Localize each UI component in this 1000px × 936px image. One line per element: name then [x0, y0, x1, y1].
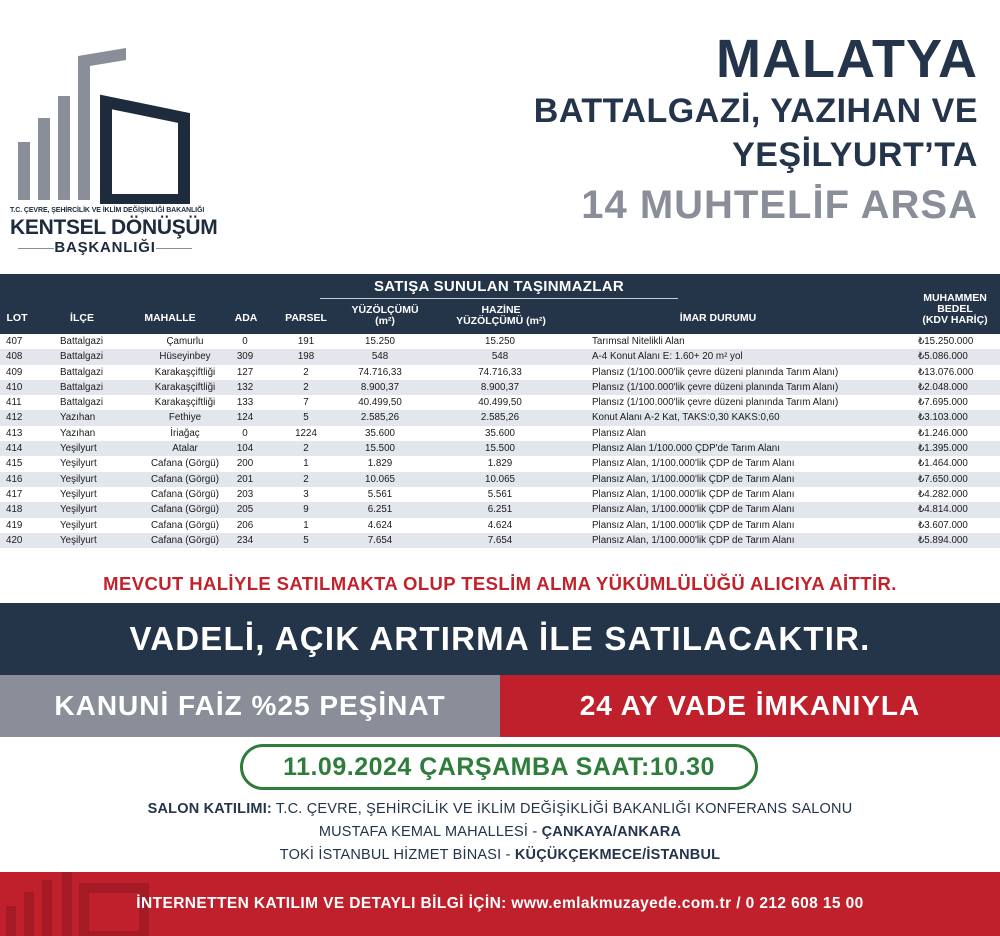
cell-yuzolcumu: 10.065: [365, 473, 395, 485]
city-title: MALATYA: [716, 29, 978, 89]
cell-imar-durumu: Plansız Alan, 1/100.000'lik ÇDP de Tarım Alanı: [592, 534, 795, 546]
cell-imar-durumu: Plansız Alan: [592, 427, 646, 439]
cell-hazine-yuzolcumu: 4.624: [487, 519, 513, 531]
venue-line1: [0, 798, 1000, 821]
title-block: [534, 30, 978, 230]
org-name-line1: KENTSEL DÖNÜŞÜM: [10, 216, 218, 239]
cell-hazine-yuzolcumu: 5.561: [487, 488, 513, 500]
cell-hazine-yuzolcumu: 1.829: [487, 458, 513, 470]
cell-muhammen-bedel: ₺1.395.000: [918, 443, 968, 455]
cell-imar-durumu: Tarımsal Nitelikli Alan: [592, 336, 685, 347]
cell-ada: 309: [236, 351, 254, 363]
kdb-logo-icon: [14, 46, 194, 204]
cell-mahalle: İriağaç: [170, 427, 200, 439]
cell-parsel: 7: [303, 397, 309, 409]
cell-ilce: Yeşilyurt: [60, 458, 97, 470]
venue-address-ankara: MUSTAFA KEMAL MAHALLESİ -: [318, 824, 542, 840]
cell-ada: 234: [236, 534, 254, 546]
cell-ada: 104: [236, 443, 254, 455]
districts-line1: BATTALGAZİ, YAZIHAN VE: [533, 92, 978, 130]
cell-muhammen-bedel: ₺1.464.000: [918, 458, 968, 470]
cell-muhammen-bedel: ₺13.076.000: [918, 366, 974, 378]
header-ilce: İLÇE: [70, 312, 94, 324]
header-bedel-line3: (KDV HARİÇ): [922, 314, 988, 326]
table-row: [0, 410, 1000, 425]
cell-ada: 200: [236, 458, 254, 470]
logo-text: [10, 207, 218, 257]
cell-parsel: 5: [303, 534, 309, 546]
table-row: [0, 395, 1000, 410]
table-body: [0, 334, 1000, 548]
cell-lot: 410: [6, 381, 23, 393]
cell-mahalle: Karakaşçiftliği: [154, 366, 216, 378]
cell-lot: 411: [6, 397, 22, 409]
cell-ilce: Battalgazi: [60, 351, 104, 363]
cell-yuzolcumu: 5.561: [367, 488, 393, 500]
cell-lot: 412: [6, 412, 23, 424]
table-row: [0, 380, 1000, 395]
header-imar: İMAR DURUMU: [679, 312, 757, 324]
cell-mahalle: Atalar: [172, 443, 198, 455]
cell-yuzolcumu: 15.250: [365, 336, 395, 347]
cell-ilce: Yeşilyurt: [60, 443, 97, 455]
cell-yuzolcumu: 40.499,50: [358, 397, 402, 409]
cell-lot: 407: [6, 336, 23, 347]
cell-ilce: Battalgazi: [60, 336, 104, 347]
header-yuzolcumu-line1: YÜZÖLÇÜMÜ: [351, 304, 419, 316]
venue-line3: [0, 844, 1000, 867]
table-row: [0, 349, 1000, 364]
cell-imar-durumu: Plansız Alan 1/100.000 ÇDP'de Tarım Alanı: [592, 443, 780, 455]
header-hazine: [445, 305, 557, 327]
header-hazine-line1: HAZİNE: [481, 304, 521, 316]
cell-ilce: Yeşilyurt: [60, 473, 97, 485]
venue-address-istanbul: TOKİ İSTANBUL HİZMET BİNASI -: [279, 847, 515, 863]
cell-imar-durumu: Plansız (1/100.000'lik çevre düzeni planında Tarım Alanı): [592, 397, 839, 409]
cell-hazine-yuzolcumu: 40.499,50: [478, 397, 522, 409]
cell-ada: 201: [236, 473, 254, 485]
header-hazine-line2: YÜZÖLÇÜMÜ (m²): [456, 315, 546, 327]
cell-lot: 419: [6, 519, 23, 531]
header-mahalle: MAHALLE: [144, 312, 196, 324]
cell-hazine-yuzolcumu: 8.900,37: [480, 381, 520, 393]
cell-muhammen-bedel: ₺4.282.000: [918, 488, 968, 500]
cell-mahalle: Cafana (Görgü): [150, 534, 220, 546]
cell-mahalle: Çamurlu: [166, 336, 204, 347]
cell-muhammen-bedel: ₺4.814.000: [918, 504, 968, 516]
cell-hazine-yuzolcumu: 548: [491, 351, 509, 363]
table-header: [0, 274, 1000, 334]
table-group-header: SATIŞA SUNULAN TAŞINMAZLAR: [320, 278, 678, 299]
cell-lot: 413: [6, 427, 23, 439]
cell-lot: 420: [6, 534, 23, 546]
table-row: [0, 365, 1000, 380]
payment-terms: [0, 675, 1000, 737]
cell-muhammen-bedel: ₺5.894.000: [918, 534, 968, 546]
cell-mahalle: Cafana (Görgü): [150, 473, 220, 485]
down-payment-terms: KANUNİ FAİZ %25 PEŞİNAT: [0, 675, 500, 737]
cell-parsel: 1: [303, 519, 309, 531]
cell-hazine-yuzolcumu: 7.654: [487, 534, 513, 546]
cell-imar-durumu: Konut Alanı A-2 Kat, TAKS:0,30 KAKS:0,60: [592, 412, 780, 424]
cell-parsel: 2: [303, 366, 309, 378]
header-bedel-line1: MUHAMMEN: [923, 292, 987, 304]
venue-city-ankara: ÇANKAYA/ANKARA: [541, 824, 682, 840]
auction-date: 11.09.2024 ÇARŞAMBA SAAT:10.30: [240, 744, 758, 790]
cell-ilce: Yeşilyurt: [60, 519, 97, 531]
header-bedel: [912, 293, 998, 326]
cell-mahalle: Karakaşçiftliği: [154, 397, 216, 409]
cell-lot: 417: [6, 488, 23, 500]
cell-muhammen-bedel: ₺3.103.000: [918, 412, 968, 424]
cell-mahalle: Hüseyinbey: [159, 351, 211, 363]
cell-ilce: Battalgazi: [60, 381, 104, 393]
parcel-count: 14 MUHTELİF ARSA: [581, 183, 978, 227]
venue-info: [0, 798, 1000, 867]
cell-lot: 408: [6, 351, 23, 363]
footer-contact[interactable]: İNTERNETTEN KATILIM VE DETAYLI BİLGİ İÇİN: www.emlakmuzayede.com.tr / 0 212 608 15 00: [136, 895, 864, 912]
cell-ilce: Yazıhan: [60, 427, 96, 439]
cell-parsel: 2: [303, 443, 309, 455]
header-bedel-line2: BEDEL: [937, 303, 973, 315]
cell-lot: 415: [6, 458, 23, 470]
cell-ilce: Battalgazi: [60, 366, 104, 378]
cell-muhammen-bedel: ₺1.246.000: [918, 427, 968, 439]
cell-lot: 416: [6, 473, 23, 485]
ministry-name: T.C. ÇEVRE, ŞEHİRCİLİK VE İKLİM DEĞİŞİKLİĞİ BAKANLIĞI: [10, 207, 205, 214]
cell-yuzolcumu: 2.585,26: [360, 412, 400, 424]
header: [0, 0, 1000, 274]
cell-yuzolcumu: 35.600: [365, 427, 395, 439]
districts-line2: YEŞİLYURT’TA: [732, 136, 978, 174]
cell-ada: 133: [236, 397, 254, 409]
venue-label: SALON KATILIMI:: [147, 801, 272, 817]
cell-yuzolcumu: 548: [371, 351, 389, 363]
cell-lot: 414: [6, 443, 23, 455]
table-row: [0, 456, 1000, 471]
cell-parsel: 191: [297, 336, 315, 347]
cell-yuzolcumu: 74.716,33: [358, 366, 402, 378]
venue-city-istanbul: KÜÇÜKÇEKMECE/İSTANBUL: [514, 847, 721, 863]
cell-mahalle: Cafana (Görgü): [150, 488, 220, 500]
cell-hazine-yuzolcumu: 15.250: [485, 336, 515, 347]
cell-parsel: 198: [297, 351, 315, 363]
header-yuzolcumu: [340, 305, 430, 327]
cell-imar-durumu: Plansız Alan, 1/100.000'lik ÇDP de Tarım Alanı: [592, 504, 795, 516]
table-row: [0, 441, 1000, 456]
header-yuzolcumu-line2: (m²): [375, 315, 395, 327]
header-ada: ADA: [234, 312, 258, 324]
cell-yuzolcumu: 7.654: [367, 534, 393, 546]
cell-ada: 127: [236, 366, 254, 378]
cell-muhammen-bedel: ₺3.607.000: [918, 519, 968, 531]
cell-mahalle: Cafana (Görgü): [150, 519, 220, 531]
table-row: [0, 426, 1000, 441]
cell-lot: 418: [6, 504, 23, 516]
cell-parsel: 2: [303, 381, 309, 393]
cell-imar-durumu: Plansız (1/100.000'lik çevre düzeni planında Tarım Alanı): [592, 366, 839, 378]
cell-hazine-yuzolcumu: 6.251: [487, 504, 513, 516]
table-row: [0, 472, 1000, 487]
cell-hazine-yuzolcumu: 74.716,33: [478, 366, 522, 378]
cell-ada: 205: [236, 504, 254, 516]
cell-parsel: 1: [303, 458, 309, 470]
cell-parsel: 5: [303, 412, 309, 424]
cell-ada: 0: [242, 336, 248, 347]
cell-hazine-yuzolcumu: 15.500: [485, 443, 515, 455]
cell-hazine-yuzolcumu: 35.600: [485, 427, 515, 439]
cell-lot: 409: [6, 366, 23, 378]
cell-muhammen-bedel: ₺7.650.000: [918, 473, 968, 485]
cell-imar-durumu: Plansız (1/100.000'lik çevre düzeni planında Tarım Alanı): [592, 381, 839, 393]
cell-ada: 132: [236, 381, 254, 393]
table-row: [0, 487, 1000, 502]
cell-imar-durumu: Plansız Alan, 1/100.000'lik ÇDP de Tarım Alanı: [592, 488, 795, 500]
cell-muhammen-bedel: ₺7.695.000: [918, 397, 968, 409]
cell-hazine-yuzolcumu: 2.585,26: [480, 412, 520, 424]
table-row: [0, 518, 1000, 533]
cell-mahalle: Karakaşçiftliği: [154, 381, 216, 393]
cell-ilce: Yeşilyurt: [60, 504, 97, 516]
cell-imar-durumu: Plansız Alan, 1/100.000'lik ÇDP de Tarım Alanı: [592, 458, 795, 470]
cell-ilce: Battalgazi: [60, 397, 104, 409]
cell-yuzolcumu: 4.624: [367, 519, 393, 531]
table-row: [0, 502, 1000, 517]
property-table: [0, 274, 1000, 548]
header-parsel: PARSEL: [285, 312, 327, 324]
table-row: [0, 533, 1000, 548]
org-name-line2: BAŞKANLIĞI: [10, 239, 200, 257]
cell-imar-durumu: Plansız Alan, 1/100.000'lik ÇDP de Tarım Alanı: [592, 519, 795, 531]
cell-ada: 206: [236, 519, 254, 531]
table-row: [0, 334, 1000, 349]
cell-yuzolcumu: 1.829: [367, 458, 393, 470]
cell-ilce: Yeşilyurt: [60, 488, 97, 500]
cell-parsel: 9: [303, 504, 309, 516]
cell-mahalle: Cafana (Görgü): [150, 504, 220, 516]
cell-imar-durumu: A-4 Konut Alanı E: 1.60+ 20 m² yol: [592, 351, 743, 363]
cell-yuzolcumu: 6.251: [367, 504, 393, 516]
cell-parsel: 1224: [295, 427, 317, 439]
venue-line2: [0, 821, 1000, 844]
cell-yuzolcumu: 8.900,37: [360, 381, 400, 393]
cell-ilce: Yeşilyurt: [60, 534, 97, 546]
venue-text: T.C. ÇEVRE, ŞEHİRCİLİK VE İKLİM DEĞİŞİKLİĞİ BAKANLIĞI KONFERANS SALONU: [271, 801, 853, 817]
installment-terms: 24 AY VADE İMKANIYLA: [500, 675, 1000, 737]
cell-mahalle: Fethiye: [168, 412, 202, 424]
cell-imar-durumu: Plansız Alan, 1/100.000'lik ÇDP de Tarım Alanı: [592, 473, 795, 485]
cell-ada: 203: [236, 488, 254, 500]
header-lot: LOT: [6, 312, 28, 324]
cell-hazine-yuzolcumu: 10.065: [485, 473, 515, 485]
cell-yuzolcumu: 15.500: [365, 443, 395, 455]
cell-ada: 0: [242, 427, 248, 439]
delivery-notice: MEVCUT HALİYLE SATILMAKTA OLUP TESLİM ALMA YÜKÜMLÜLÜĞÜ ALICIYA AİTTİR.: [103, 573, 897, 594]
cell-muhammen-bedel: ₺2.048.000: [918, 381, 968, 393]
cell-mahalle: Cafana (Görgü): [150, 458, 220, 470]
cell-ilce: Yazıhan: [60, 412, 96, 424]
cell-ada: 124: [236, 412, 254, 424]
sale-method-banner: VADELİ, AÇIK ARTIRMA İLE SATILACAKTIR.: [0, 603, 1000, 675]
cell-muhammen-bedel: ₺15.250.000: [918, 336, 974, 347]
cell-muhammen-bedel: ₺5.086.000: [918, 351, 968, 363]
cell-parsel: 3: [303, 488, 309, 500]
footer: [0, 872, 1000, 936]
cell-parsel: 2: [303, 473, 309, 485]
